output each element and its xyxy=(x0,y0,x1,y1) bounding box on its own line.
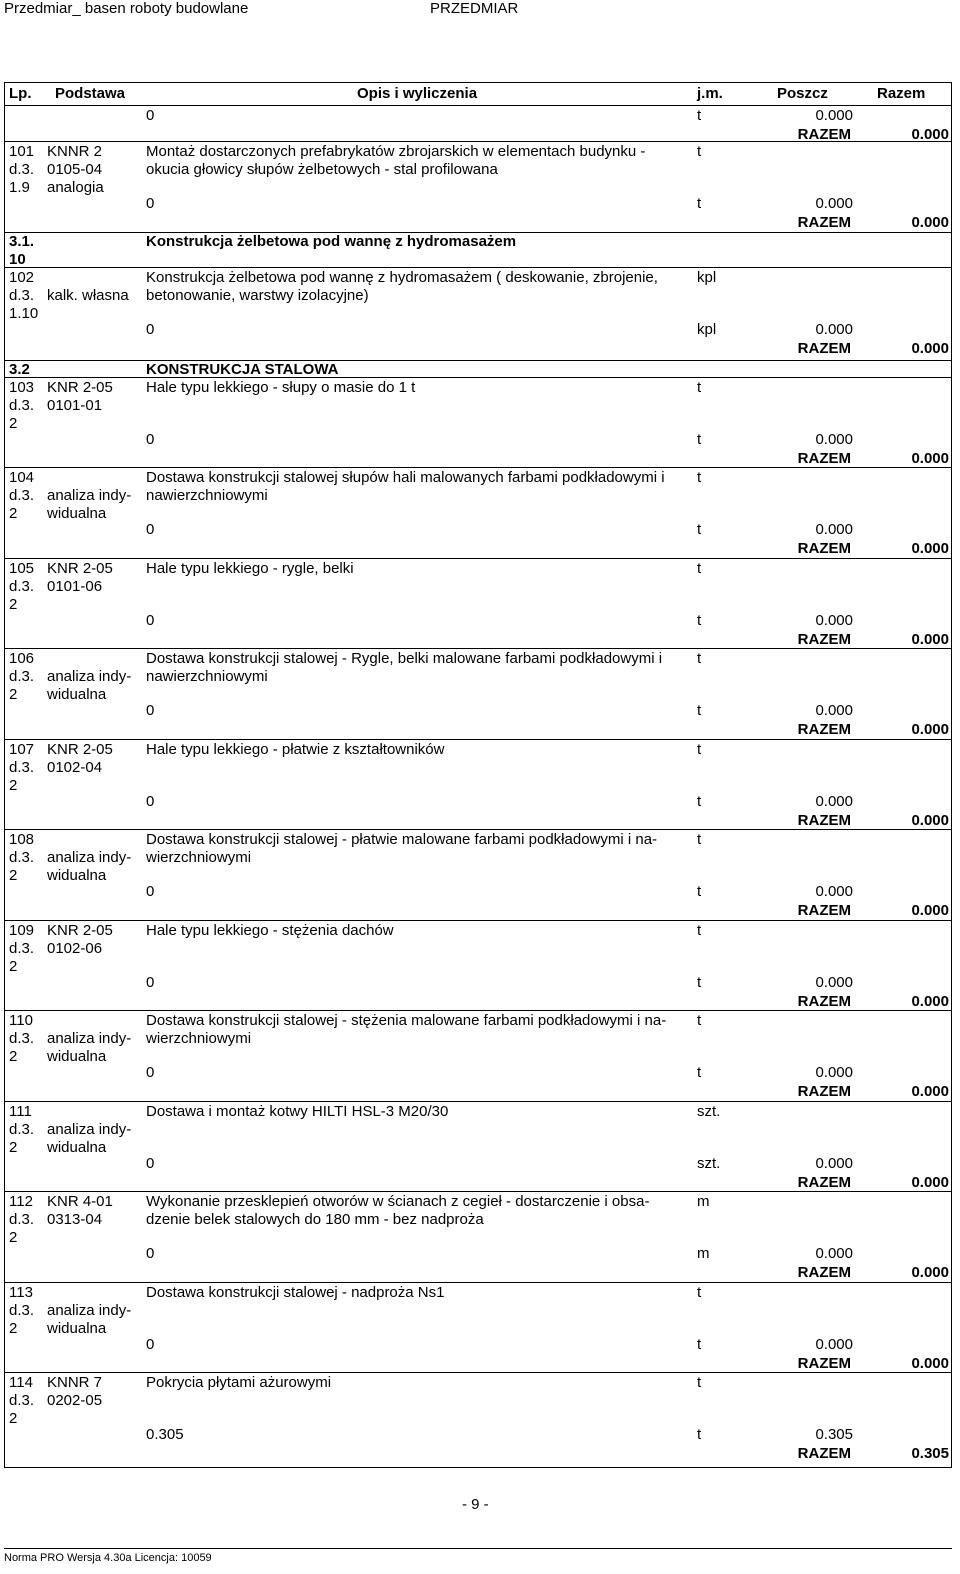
razem-value: 0.000 xyxy=(911,1174,949,1191)
item-lp: 103 d.3. 2 xyxy=(9,379,35,432)
item-poszcz: 0.000 xyxy=(815,702,853,719)
item-podstawa: KNR 2-05 0101-06 xyxy=(47,560,113,595)
row-divider xyxy=(5,558,951,559)
item-quantity-unit: t xyxy=(697,974,702,991)
item-poszcz: 0.000 xyxy=(815,1336,853,1353)
razem-label: RAZEM xyxy=(797,1264,851,1281)
razem-value: 0.000 xyxy=(911,1264,949,1281)
item-quantity-unit: m xyxy=(697,1245,710,1262)
item-quantity-unit: t xyxy=(697,612,702,629)
razem-value: 0.000 xyxy=(911,902,949,919)
item-unit: t xyxy=(697,469,702,486)
razem-label: RAZEM xyxy=(797,1083,851,1100)
item-podstawa: KNR 2-05 0101-01 xyxy=(47,379,113,414)
row-divider xyxy=(5,141,951,142)
item-poszcz: 0.000 xyxy=(815,431,853,448)
item-lp: 111 d.3. 2 xyxy=(9,1103,35,1156)
item-quantity-unit: t xyxy=(697,702,702,719)
item-lp: 101 d.3. 1.9 xyxy=(9,143,35,196)
item-quantity-unit: t xyxy=(697,1426,702,1443)
item-poszcz: 0.000 xyxy=(815,793,853,810)
section-number: 3.1. 10 xyxy=(9,233,35,268)
item-quantity: 0 xyxy=(146,195,155,212)
row-divider xyxy=(5,1372,951,1373)
section-title: Konstrukcja żelbetowa pod wannę z hydromasażem xyxy=(146,233,517,250)
item-quantity-unit: kpl xyxy=(697,321,717,338)
razem-value: 0.000 xyxy=(911,1355,949,1372)
item-unit: t xyxy=(697,560,702,577)
item-unit: t xyxy=(697,922,702,939)
item-description: Dostawa konstrukcji stalowej - nadproża Ns1 xyxy=(146,1284,445,1301)
item-quantity: 0 xyxy=(146,793,155,810)
item-quantity: 0 xyxy=(146,702,155,719)
footer-divider xyxy=(4,1548,952,1549)
row-divider xyxy=(5,1282,951,1283)
item-description: Dostawa konstrukcji stalowej - płatwie malowane farbami podkładowymi i na- wierzchniowymi xyxy=(146,831,658,866)
item-quantity-unit: t xyxy=(697,521,702,538)
razem-value: 0.000 xyxy=(911,721,949,738)
item-podstawa: analiza indy- widualna xyxy=(47,668,132,703)
section-number: 3.2 xyxy=(9,361,30,378)
item-unit: kpl xyxy=(697,269,717,286)
razem-value: 0.000 xyxy=(911,214,949,231)
item-description: Montaż dostarczonych prefabrykatów zbrojarskich w elementach budynku - okucia głowicy słupów żelbetowych - stal profilowana xyxy=(146,143,646,178)
item-unit: t xyxy=(697,1012,702,1029)
razem-label: RAZEM xyxy=(797,993,851,1010)
item-quantity: 0 xyxy=(146,612,155,629)
item-quantity-unit: t xyxy=(697,883,702,900)
item-poszcz: 0.000 xyxy=(815,1064,853,1081)
item-quantity: 0 xyxy=(146,521,155,538)
razem-value: 0.000 xyxy=(911,993,949,1010)
razem-label: RAZEM xyxy=(797,340,851,357)
razem-label: RAZEM xyxy=(797,721,851,738)
item-poszcz: 0.000 xyxy=(815,195,853,212)
item-description: Pokrycia płytami ażurowymi xyxy=(146,1374,332,1391)
item-podstawa: analiza indy- widualna xyxy=(47,487,132,522)
item-quantity-unit: t xyxy=(697,195,702,212)
item-poszcz: 0.000 xyxy=(815,883,853,900)
item-lp: 107 d.3. 2 xyxy=(9,741,35,794)
razem-value: 0.000 xyxy=(911,1083,949,1100)
col-lp: Lp. xyxy=(9,85,32,102)
item-lp: 109 d.3. 2 xyxy=(9,922,35,975)
col-razem: Razem xyxy=(877,85,926,102)
item-poszcz: 0.000 xyxy=(815,1155,853,1172)
item-description: Hale typu lekkiego - płatwie z kształtowników xyxy=(146,741,445,758)
item-podstawa: KNR 4-01 0313-04 xyxy=(47,1193,113,1228)
item-description: Dostawa i montaż kotwy HILTI HSL-3 M20/30 xyxy=(146,1103,449,1120)
item-quantity-unit: t xyxy=(697,1336,702,1353)
item-description: Dostawa konstrukcji stalowej - stężenia malowane farbami podkładowymi i na- wierzchniowymi xyxy=(146,1012,667,1047)
row-divider xyxy=(5,1010,951,1011)
page-header-left: Przedmiar_ basen roboty budowlane xyxy=(4,0,249,17)
row-divider xyxy=(5,1101,951,1102)
item-poszcz: 0.000 xyxy=(815,521,853,538)
item-quantity: 0 xyxy=(146,1245,155,1262)
row-divider xyxy=(5,739,951,740)
item-quantity: 0 xyxy=(146,431,155,448)
row-divider xyxy=(5,829,951,830)
item-poszcz: 0.000 xyxy=(815,321,853,338)
item-quantity-unit: szt. xyxy=(697,1155,721,1172)
item-poszcz: 0.305 xyxy=(815,1426,853,1443)
razem-label: RAZEM xyxy=(797,540,851,557)
item-unit: t xyxy=(697,379,702,396)
item-unit: t xyxy=(697,1374,702,1391)
item-description: Dostawa konstrukcji stalowej słupów hali malowanych farbami podkładowymi i nawierzchniowymi xyxy=(146,469,665,504)
item-lp: 114 d.3. 2 xyxy=(9,1374,35,1427)
razem-label: RAZEM xyxy=(797,1174,851,1191)
razem-value: 0.000 xyxy=(911,812,949,829)
item-unit: t xyxy=(697,741,702,758)
row-divider xyxy=(5,377,951,378)
item-quantity: 0.305 xyxy=(146,1426,184,1443)
razem-label: RAZEM xyxy=(797,812,851,829)
col-jm: j.m. xyxy=(697,85,723,102)
razem-value: 0.000 xyxy=(911,631,949,648)
item-quantity-unit: t xyxy=(697,793,702,810)
item-description: Hale typu lekkiego - stężenia dachów xyxy=(146,922,394,939)
item-lp: 102 d.3. 1.10 xyxy=(9,269,39,322)
razem-label: RAZEM xyxy=(797,450,851,467)
razem-value: 0.000 xyxy=(911,540,949,557)
razem-label: RAZEM xyxy=(797,631,851,648)
item-lp: 112 d.3. 2 xyxy=(9,1193,35,1246)
estimate-table: Lp. Podstawa Opis i wyliczenia j.m. Poszcz Razem 0 t 0.000 RAZEM 0.000 101 d.3. 1.9 KNNR 2 0105-04 analogia Montaż dostarczonych prefabrykatów zbrojarskich w elementach budynku - okucia głowicy słupów żelbetowych - stal profilowana t 0 t 0.000 RAZEM 0.000 3.1. 10 Konstrukcja żelbetowa pod wannę z hydromasażem 102 d.3. 1.10 kalk. własna Konstrukcja żelbetowa pod wannę z hydromasażem ( deskowanie, zbrojenie, betonowanie, warstwy izolacyjne) kpl 0 kpl 0.000 RAZEM 0.000 3.2 KONSTRUKCJA STALOWA 103 d.3. 2 KNR 2-05 0101-01 Hale typu lekkiego - słupy o masie do 1 t t 0 t 0.000 RAZEM 0.000 104 d.3. 2 analiza indy- widualna Dostawa konstrukcji stalowej słupów hali malowanych farbami podkładowymi i nawierzchniowymi t 0 t 0.000 RAZEM 0.000 105 d.3. 2 KNR 2-05 0101-06 Hale typu lekkiego - rygle, belki t 0 t 0.000 RAZEM 0.000 106 d.3. 2 analiza indy- widualna Dostawa konstrukcji stalowej - Rygle, belki malowane farbami podkładowymi i nawierzchniowymi t 0 t 0.000 RAZEM 0.000 107 d.3. 2 KNR 2-05 0102-04 Hale typu lekkiego - płatwie z kształtowników t 0 t 0.000 RAZEM 0.000 108 d.3. 2 analiza indy- widualna Dostawa konstrukcji stalowej - płatwie malowane farbami podkładowymi i na- wierzchniowymi t 0 t 0.000 RAZEM 0.000 109 d.3. 2 KNR 2-05 0102-06 Hale typu lekkiego - stężenia dachów t 0 t 0.000 RAZEM 0.000 110 d.3. 2 analiza indy- widualna Dostawa konstrukcji stalowej - stężenia malowane farbami podkładowymi i na- wierzchniowymi t 0 t 0.000 RAZEM 0.000 111 d.3. 2 analiza indy- widualna Dostawa i montaż kotwy HILTI HSL-3 M20/30 szt. 0 szt. 0.000 RAZEM 0.000 112 d.3. 2 KNR 4-01 0313-04 Wykonanie przesklepień otworów w ścianach z cegieł - dostarczenie i obsa- dzenie belek stalowych do 180 mm - bez nadproża m 0 m 0.000 RAZEM 0.000 113 d.3. 2 analiza indy- widualna Dostawa konstrukcji stalowej - nadproża Ns1 t 0 t 0.000 RAZEM 0.000 114 d.3. 2 KNNR 7 0202-05 Pokrycia płytami ażurowymi t 0.305 t 0.305 RAZEM 0.305 xyxy=(4,82,952,1468)
col-opis: Opis i wyliczenia xyxy=(357,85,478,102)
razem-label: RAZEM xyxy=(797,902,851,919)
item-podstawa: analiza indy- widualna xyxy=(47,1302,132,1337)
item-poszcz: 0.000 xyxy=(815,1245,853,1262)
razem-label: RAZEM xyxy=(797,1445,851,1462)
item-podstawa: KNR 2-05 0102-04 xyxy=(47,741,113,776)
razem-label: RAZEM xyxy=(797,214,851,231)
item-lp: 106 d.3. 2 xyxy=(9,650,35,703)
item-lp: 108 d.3. 2 xyxy=(9,831,35,884)
item-quantity: 0 xyxy=(146,883,155,900)
row-divider xyxy=(5,1191,951,1192)
item-description: Hale typu lekkiego - rygle, belki xyxy=(146,560,354,577)
item-quantity: 0 xyxy=(146,1336,155,1353)
item-quantity: 0 xyxy=(146,1064,155,1081)
razem-value: 0.000 xyxy=(911,340,949,357)
razem-value: 0.305 xyxy=(911,1445,949,1462)
col-podstawa: Podstawa xyxy=(55,85,126,102)
footer-text: Norma PRO Wersja 4.30a Licencja: 10059 xyxy=(4,1552,212,1564)
item-lp: 113 d.3. 2 xyxy=(9,1284,35,1337)
item-unit: t xyxy=(697,1284,702,1301)
item-podstawa: kalk. własna xyxy=(47,287,129,304)
item-lp: 110 d.3. 2 xyxy=(9,1012,35,1065)
item-lp: 104 d.3. 2 xyxy=(9,469,35,522)
row-divider xyxy=(5,467,951,468)
razem-label: RAZEM xyxy=(797,1355,851,1372)
item-unit: t xyxy=(697,143,702,160)
item-podstawa: KNNR 7 0202-05 xyxy=(47,1374,103,1409)
item-podstawa: KNR 2-05 0102-06 xyxy=(47,922,113,957)
item-lp: 105 d.3. 2 xyxy=(9,560,35,613)
item-description: Hale typu lekkiego - słupy o masie do 1 t xyxy=(146,379,416,396)
page-number: - 9 - xyxy=(462,1496,489,1513)
item-poszcz: 0.000 xyxy=(815,612,853,629)
item-podstawa: analiza indy- widualna xyxy=(47,1121,132,1156)
item-description: Konstrukcja żelbetowa pod wannę z hydromasażem ( deskowanie, zbrojenie, betonowanie, warstwy izolacyjne) xyxy=(146,269,658,304)
item-unit: m xyxy=(697,1193,710,1210)
row-divider xyxy=(5,267,951,268)
item-description: Wykonanie przesklepień otworów w ścianach z cegieł - dostarczenie i obsa- dzenie belek stalowych do 180 mm - bez nadproża xyxy=(146,1193,650,1228)
col-poszcz: Poszcz xyxy=(777,85,828,102)
item-quantity-unit: t xyxy=(697,431,702,448)
item-unit: t xyxy=(697,650,702,667)
row-divider xyxy=(5,920,951,921)
item-podstawa: KNNR 2 0105-04 analogia xyxy=(47,143,104,196)
razem-value: 0.000 xyxy=(911,450,949,467)
section-title: KONSTRUKCJA STALOWA xyxy=(146,361,339,378)
item-unit: t xyxy=(697,831,702,848)
item-podstawa: analiza indy- widualna xyxy=(47,1030,132,1065)
item-quantity-unit: t xyxy=(697,1064,702,1081)
row-divider xyxy=(5,648,951,649)
item-quantity: 0 xyxy=(146,1155,155,1172)
item-podstawa: analiza indy- widualna xyxy=(47,849,132,884)
item-quantity: 0 xyxy=(146,321,155,338)
item-description: Dostawa konstrukcji stalowej - Rygle, belki malowane farbami podkładowymi i nawierzchniowymi xyxy=(146,650,663,685)
item-poszcz: 0.000 xyxy=(815,974,853,991)
page-header-center: PRZEDMIAR xyxy=(430,0,519,17)
item-unit: szt. xyxy=(697,1103,721,1120)
item-quantity: 0 xyxy=(146,974,155,991)
table-header xyxy=(5,83,951,106)
